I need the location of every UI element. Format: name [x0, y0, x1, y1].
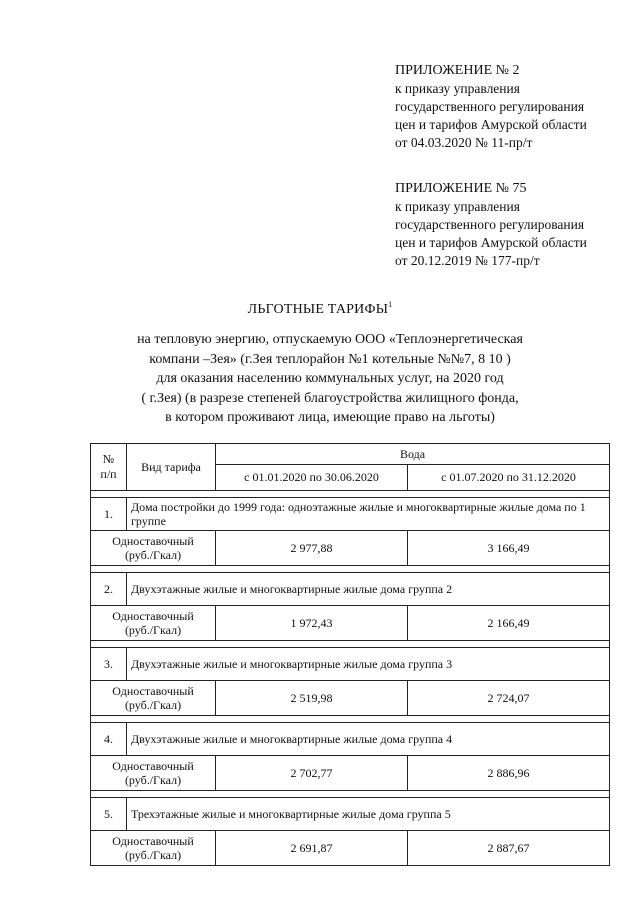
subtitle-line: для оказания населению коммунальных услуг, на 2020 год	[156, 371, 504, 386]
rate-type-label: Одноставочный (руб./Гкал)	[91, 531, 216, 566]
table-row	[91, 798, 610, 831]
table-row	[91, 831, 610, 866]
tariff-value-period-2: 2 166,49	[408, 606, 610, 641]
table-spacer	[91, 491, 610, 498]
table-row	[91, 531, 610, 566]
header-period-1: с 01.01.2020 по 30.06.2020	[216, 465, 408, 491]
appendix-1-date: от 04.03.2020 № 11-пр/т	[395, 135, 533, 150]
table-spacer	[91, 566, 610, 573]
rate-type-label: Одноставочный (руб./Гкал)	[91, 606, 216, 641]
table-row	[91, 648, 610, 681]
title-footnote-marker: 1	[388, 300, 393, 309]
header-tariff-type: Вид тарифа	[127, 444, 216, 491]
tariff-value-period-1: 1 972,43	[216, 606, 408, 641]
header-period-2: с 01.07.2020 по 31.12.2020	[408, 465, 610, 491]
subtitle-line: на тепловую энергию, отпускаемую ООО «Теплоэнергетическая	[137, 332, 523, 347]
tariff-value-period-1: 2 977,88	[216, 531, 408, 566]
tariff-value-period-1: 2 691,87	[216, 831, 408, 866]
subtitle-line: компани –Зея» (г.Зея теплорайон №1 котельные №№7, 8 10 )	[149, 351, 511, 367]
group-description: Дома постройки до 1999 года: одноэтажные жилые и многоквартирные жилые дома по 1 группе	[127, 498, 610, 531]
group-description: Двухэтажные жилые и многоквартирные жилые дома группа 4	[127, 723, 610, 756]
table-header-row	[91, 444, 610, 465]
tariff-value-period-1: 2 519,98	[216, 681, 408, 716]
appendix-1-line: цен и тарифов Амурской области	[395, 117, 587, 132]
tariff-value-period-2: 3 166,49	[408, 531, 610, 566]
table-spacer-row	[91, 641, 610, 648]
group-number: 3.	[91, 648, 127, 681]
subtitle-line: в котором проживают лица, имеющие право на льготы)	[165, 410, 495, 425]
appendix-2-line: государственного регулирования	[395, 217, 585, 232]
group-number: 2.	[91, 573, 127, 606]
group-description: Двухэтажные жилые и многоквартирные жилые дома группа 3	[127, 648, 610, 681]
appendix-1-line: государственного регулирования	[395, 99, 585, 114]
rate-type-label: Одноставочный (руб./Гкал)	[91, 681, 216, 716]
group-number: 4.	[91, 723, 127, 756]
group-description: Трехэтажные жилые и многоквартирные жилые дома группа 5	[127, 798, 610, 831]
appendix-2-line: к приказу управления	[395, 199, 520, 214]
table-spacer-row	[91, 791, 610, 798]
tariff-value-period-2: 2 724,07	[408, 681, 610, 716]
group-description: Двухэтажные жилые и многоквартирные жилые дома группа 2	[127, 573, 610, 606]
tariffs-table	[90, 443, 610, 866]
table-spacer-row	[91, 491, 610, 498]
tariff-value-period-1: 2 702,77	[216, 756, 408, 791]
group-number: 5.	[91, 798, 127, 831]
table-row	[91, 606, 610, 641]
tariff-value-period-2: 2 886,96	[408, 756, 610, 791]
appendix-2-heading: ПРИЛОЖЕНИЕ № 75	[395, 181, 527, 196]
subtitle-line: ( г.Зея) (в разрезе степеней благоустройства жилищного фонда,	[141, 390, 519, 406]
document-title-text: ЛЬГОТНЫЕ ТАРИФЫ	[247, 302, 389, 317]
rate-type-label: Одноставочный (руб./Гкал)	[91, 756, 216, 791]
document-title	[0, 302, 640, 318]
appendix-2-block	[395, 180, 587, 270]
header-water: Вода	[216, 444, 610, 465]
rate-type-label: Одноставочный (руб./Гкал)	[91, 831, 216, 866]
appendix-1-block	[395, 62, 587, 152]
table-row	[91, 681, 610, 716]
table-spacer	[91, 716, 610, 723]
appendix-1-line: к приказу управления	[395, 81, 520, 96]
header-num: № п/п	[91, 444, 127, 491]
table-row	[91, 498, 610, 531]
appendix-2-line: цен и тарифов Амурской области	[395, 235, 587, 250]
table-spacer	[91, 641, 610, 648]
table-row	[91, 573, 610, 606]
table-spacer-row	[91, 566, 610, 573]
tariff-value-period-2: 2 887,67	[408, 831, 610, 866]
table-row	[91, 756, 610, 791]
document-subtitle	[100, 330, 560, 428]
table-spacer	[91, 791, 610, 798]
table-row	[91, 723, 610, 756]
group-number: 1.	[91, 498, 127, 531]
table-spacer-row	[91, 716, 610, 723]
appendix-2-date: от 20.12.2019 № 177-пр/т	[395, 253, 540, 268]
appendix-1-heading: ПРИЛОЖЕНИЕ № 2	[395, 63, 520, 78]
